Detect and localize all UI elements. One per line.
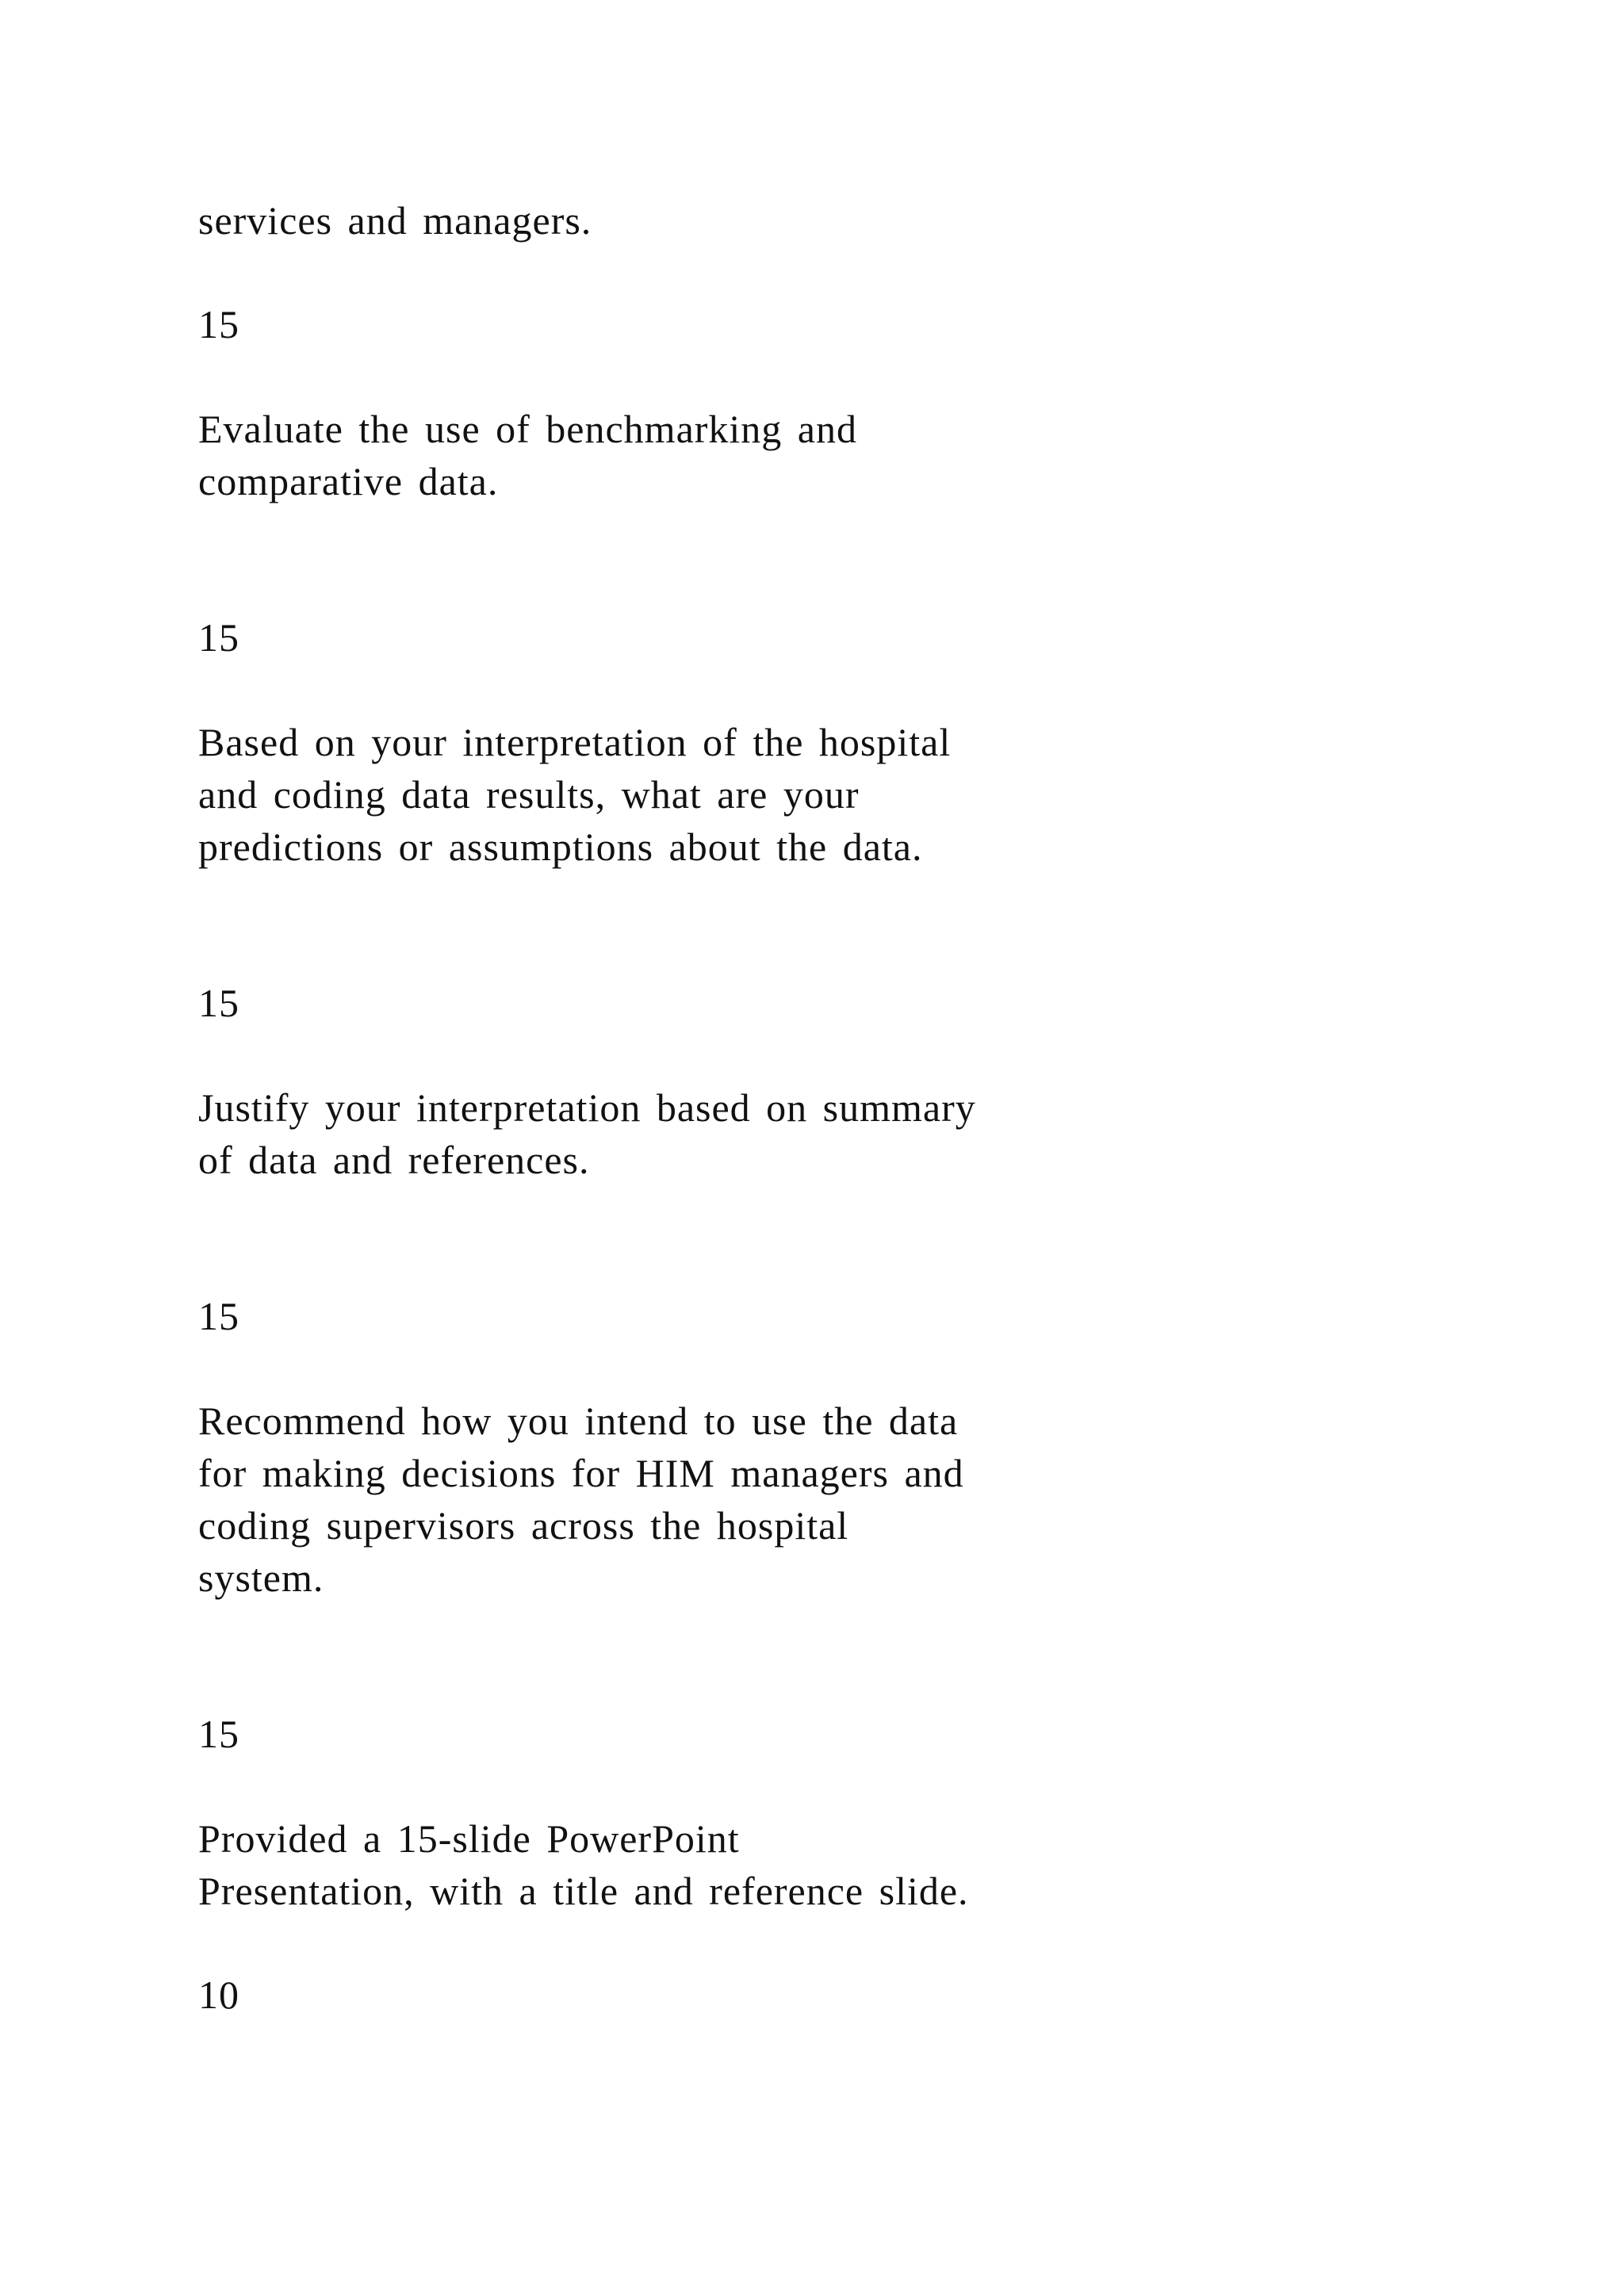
text-line: Justify your interpretation based on summary <box>198 1085 976 1130</box>
text-line: comparative data. <box>198 459 499 503</box>
text-line: system. <box>198 1556 324 1600</box>
text-line: services and managers. <box>198 198 592 243</box>
score-value: 15 <box>198 615 239 660</box>
text-line: of data and references. <box>198 1138 590 1182</box>
text-line: Evaluate the use of benchmarking and <box>198 407 857 451</box>
text-line: and coding data results, what are your <box>198 772 860 817</box>
text-line: Based on your interpretation of the hospital <box>198 720 952 764</box>
text-line: predictions or assumptions about the data. <box>198 825 923 869</box>
text-line: coding supervisors across the hospital <box>198 1503 849 1548</box>
text-line: Provided a 15-slide PowerPoint <box>198 1816 740 1861</box>
text-line: Recommend how you intend to use the data <box>198 1399 959 1443</box>
text-line: Presentation, with a title and reference slide. <box>198 1869 969 1913</box>
score-value: 10 <box>198 1973 239 2017</box>
score-value: 15 <box>198 1712 239 1756</box>
score-value: 15 <box>198 1294 239 1338</box>
score-value: 15 <box>198 981 239 1025</box>
text-line: for making decisions for HIM managers and <box>198 1451 964 1495</box>
score-value: 15 <box>198 302 239 346</box>
